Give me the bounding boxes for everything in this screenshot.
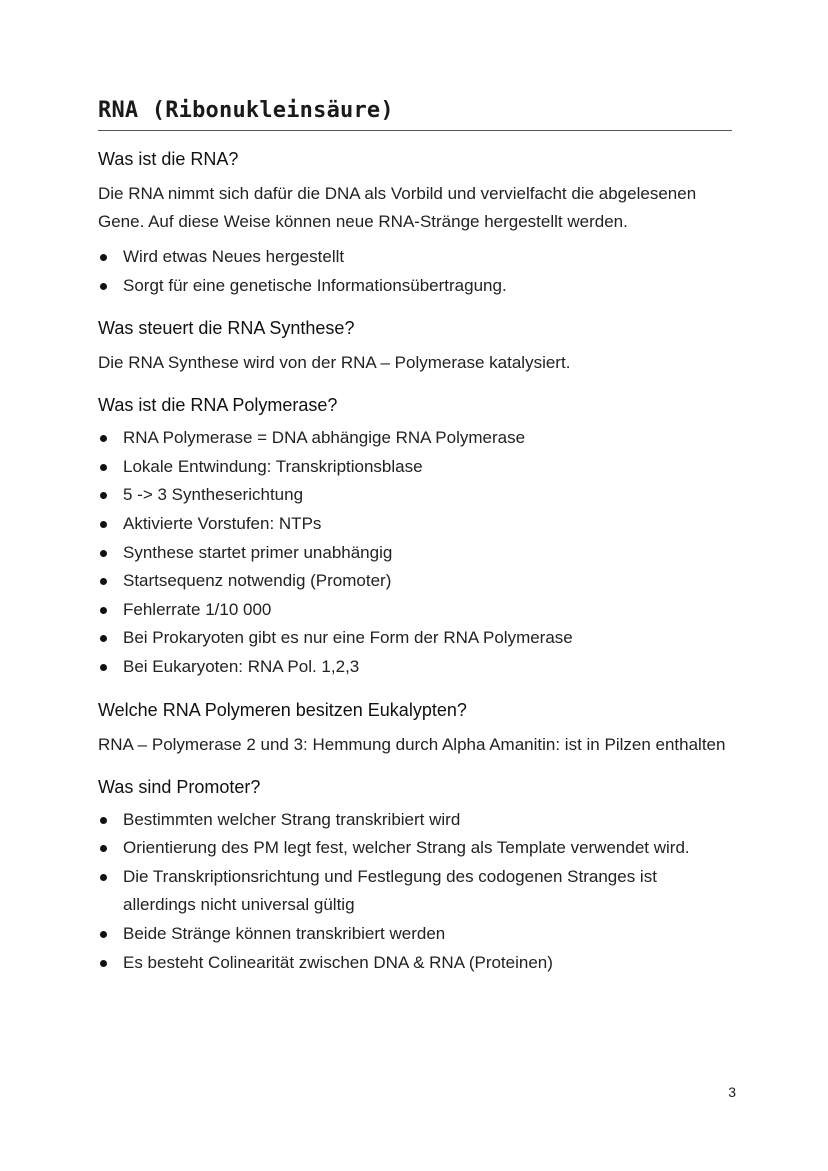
list-item: Fehlerrate 1/10 000 <box>98 596 732 625</box>
bullet-icon <box>100 845 107 852</box>
section-heading: Was sind Promoter? <box>98 776 261 797</box>
bullet-list <box>98 243 732 300</box>
bullet-icon <box>100 492 107 499</box>
list-item: Bei Prokaryoten gibt es nur eine Form der RNA Polymerase <box>98 624 732 653</box>
list-item: Startsequenz notwendig (Promoter) <box>98 567 732 596</box>
bullet-list <box>98 424 732 681</box>
list-item: Wird etwas Neues hergestellt <box>98 243 732 272</box>
list-item: RNA Polymerase = DNA abhängige RNA Polymerase <box>98 424 732 453</box>
bullet-icon <box>100 960 107 967</box>
section-paragraph: Die RNA Synthese wird von der RNA – Polymerase katalysiert. <box>98 353 571 373</box>
section-heading: Was ist die RNA Polymerase? <box>98 395 338 416</box>
list-item: Sorgt für eine genetische Informationsübertragung. <box>98 272 732 301</box>
bullet-icon <box>100 550 107 557</box>
bullet-icon <box>100 664 107 671</box>
section-paragraph: RNA – Polymerase 2 und 3: Hemmung durch Alpha Amanitin: ist in Pilzen enthalten <box>98 734 726 754</box>
bullet-icon <box>100 874 107 881</box>
bullet-list <box>98 806 732 978</box>
list-item: Beide Stränge können transkribiert werden <box>98 920 732 949</box>
document-page <box>98 96 732 977</box>
bullet-icon <box>100 521 107 528</box>
bullet-icon <box>100 817 107 824</box>
bullet-icon <box>100 607 107 614</box>
list-item: Aktivierte Vorstufen: NTPs <box>98 510 732 539</box>
list-item: Bestimmten welcher Strang transkribiert wird <box>98 806 732 835</box>
bullet-icon <box>100 578 107 585</box>
list-item: Orientierung des PM legt fest, welcher Strang als Template verwendet wird. <box>98 834 732 863</box>
bullet-icon <box>100 464 107 471</box>
list-item: Lokale Entwindung: Transkriptionsblase <box>98 453 732 482</box>
section-heading: Was steuert die RNA Synthese? <box>98 318 355 339</box>
document-title: RNA (Ribonukleinsäure) <box>98 96 732 131</box>
bullet-icon <box>100 635 107 642</box>
section-heading: Was ist die RNA? <box>98 149 239 169</box>
bullet-icon <box>100 254 107 261</box>
list-item: 5 -> 3 Syntheserichtung <box>98 481 732 510</box>
section-heading: Welche RNA Polymeren besitzen Eukalypten? <box>98 699 467 720</box>
section-paragraph: Die RNA nimmt sich dafür die DNA als Vorbild und vervielfacht die abgelesenen Gene. Auf diese Weise können neue RNA-Stränge hergestellt werden. <box>98 184 697 231</box>
bullet-icon <box>100 283 107 290</box>
list-item: Es besteht Colinearität zwischen DNA & RNA (Proteinen) <box>98 949 732 978</box>
list-item: Die Transkriptionsrichtung und Festlegung des codogenen Stranges ist allerdings nicht universal gültig <box>98 863 732 920</box>
list-item: Bei Eukaryoten: RNA Pol. 1,2,3 <box>98 653 732 682</box>
bullet-icon <box>100 435 107 442</box>
page-number: 3 <box>728 1084 736 1100</box>
list-item: Synthese startet primer unabhängig <box>98 539 732 568</box>
bullet-icon <box>100 931 107 938</box>
